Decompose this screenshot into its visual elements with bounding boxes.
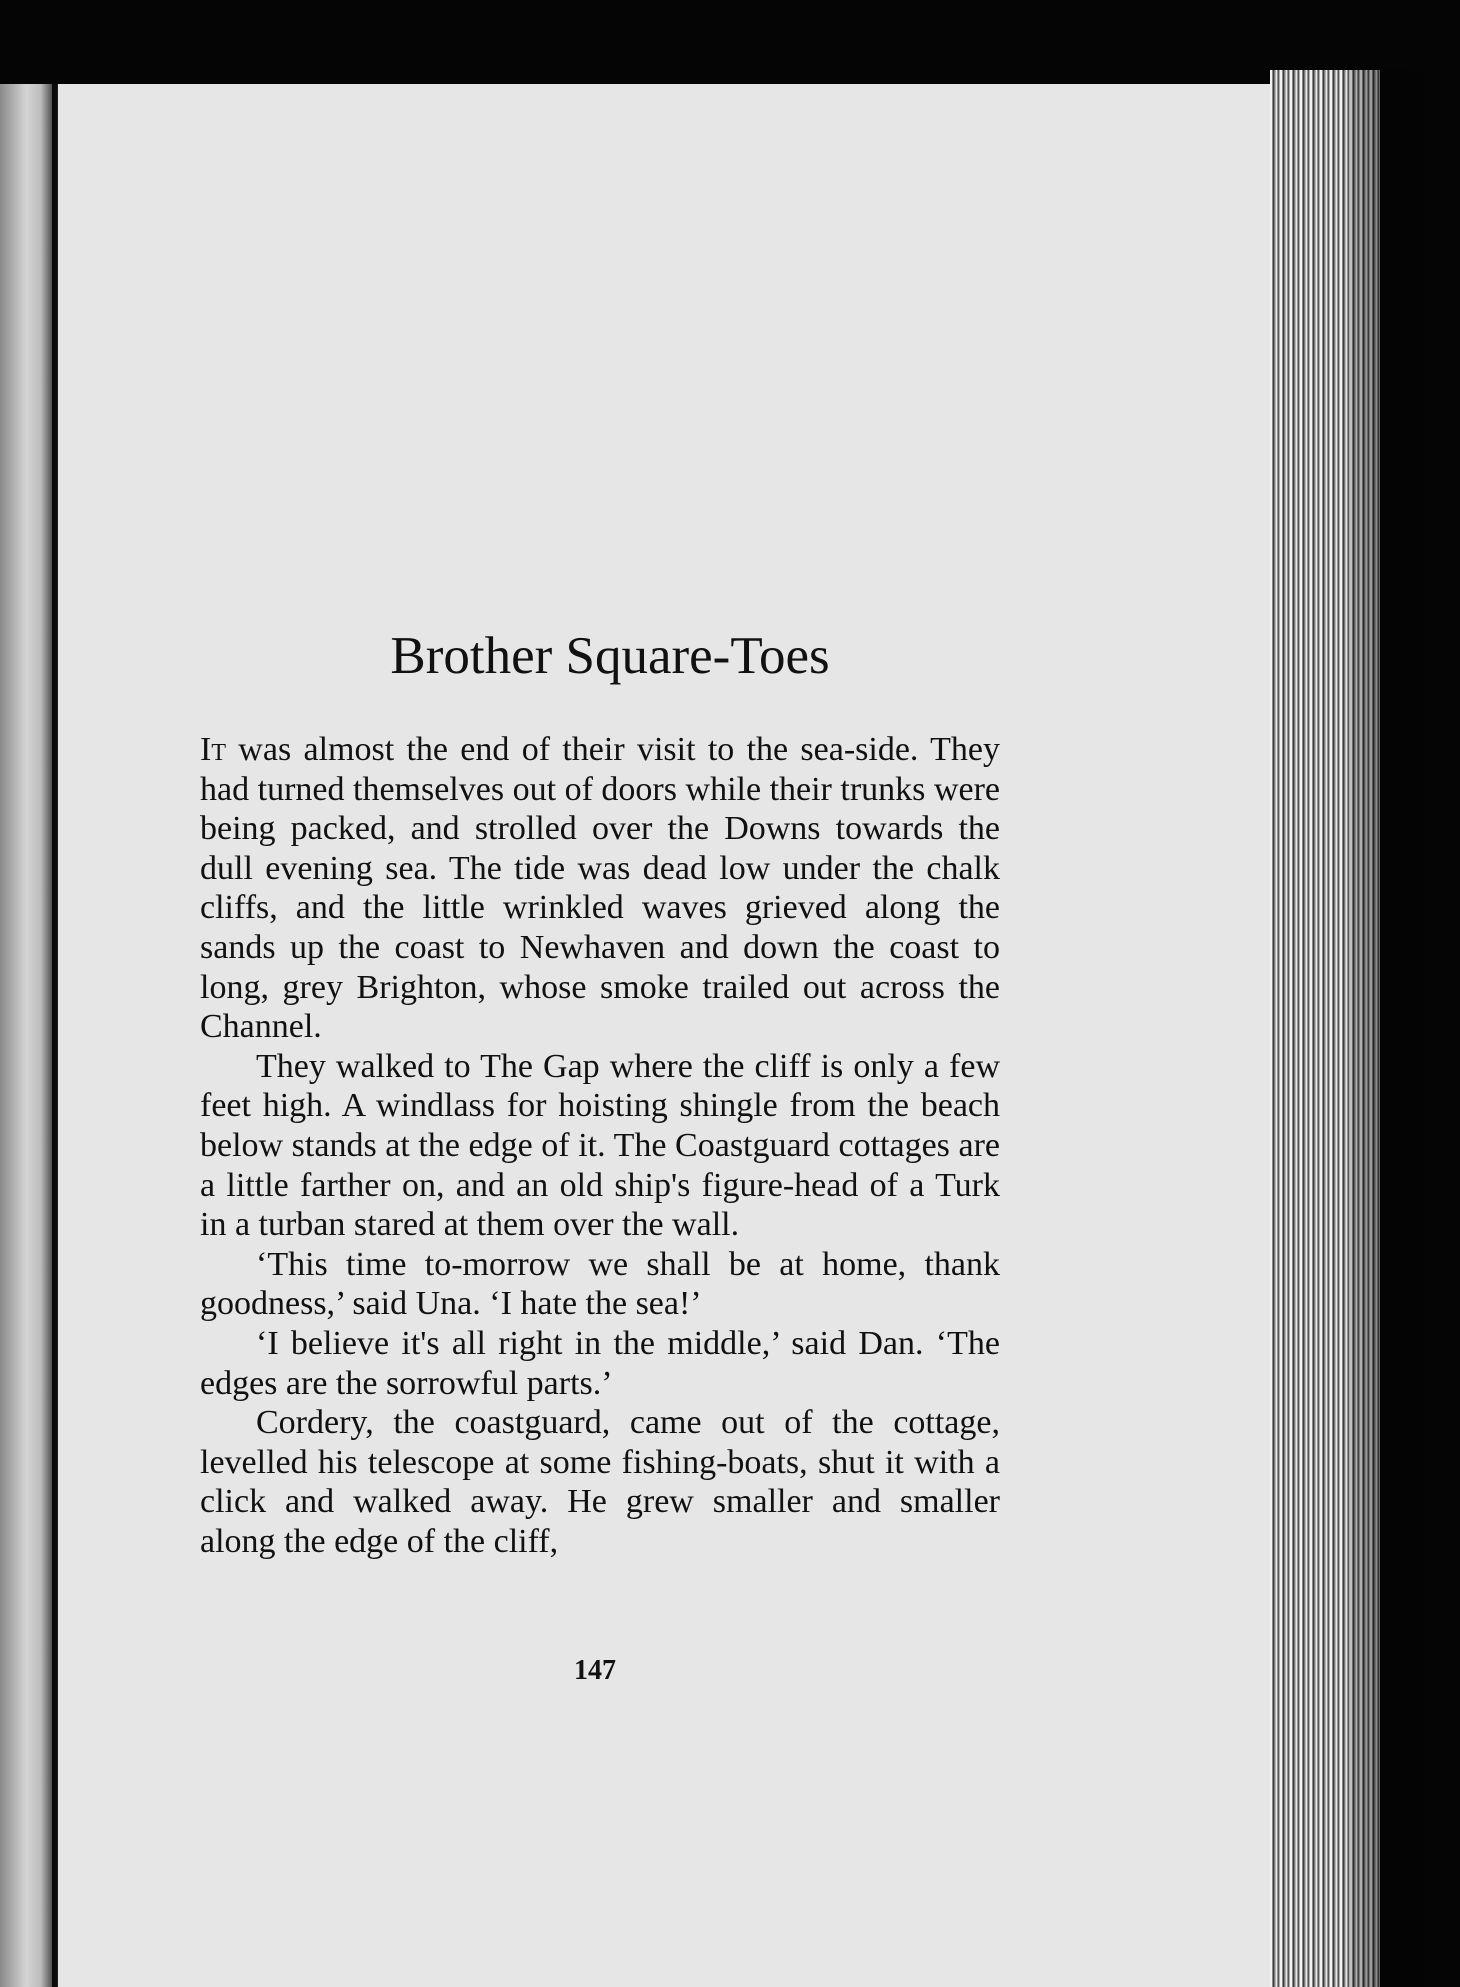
left-page-edge — [0, 84, 58, 1987]
paragraph-4: ‘I believe it's all right in the middle,’ said Dan. ‘The edges are the sorrowful parts.’ — [200, 1324, 1000, 1402]
paragraph-5: Cordery, the coastguard, came out of the cottage, levelled his telescope at some fishing-boats, shut it with a click and walked away. He grew smaller and smaller along the edge of the cliff, — [200, 1404, 1000, 1560]
body-text — [200, 730, 1000, 1561]
opening-word: It — [200, 731, 226, 768]
paragraph-1-text: was almost the end of their visit to the sea-side. They had turned themselves out of doors while their trunks were being packed, and strolled over the Downs towards the dull evening sea. The tide was dead low under the chalk cliffs, and the little wrinkled waves grieved along the sands up the coast to Newhaven and down the coast to long, grey Brighton, whose smoke trailed out across the Channel. — [200, 731, 1000, 1046]
paragraph-1 — [200, 730, 1000, 1047]
page-number: 147 — [574, 1655, 616, 1686]
page-edges-shadow — [1350, 70, 1460, 1987]
paragraph-2: They walked to The Gap where the cliff is only a few feet high. A windlass for hoisting shingle from the beach below stands at the edge of it. The Coastguard cottages are a little farther on, and an old ship's figure-head of a Turk in a turban stared at them over the wall. — [200, 1047, 1000, 1244]
chapter-title: Brother Square-Toes — [390, 627, 830, 685]
book-gutter — [52, 84, 57, 1987]
paragraph-3: ‘This time to-morrow we shall be at home, thank goodness,’ said Una. ‘I hate the sea!’ — [200, 1245, 1000, 1323]
